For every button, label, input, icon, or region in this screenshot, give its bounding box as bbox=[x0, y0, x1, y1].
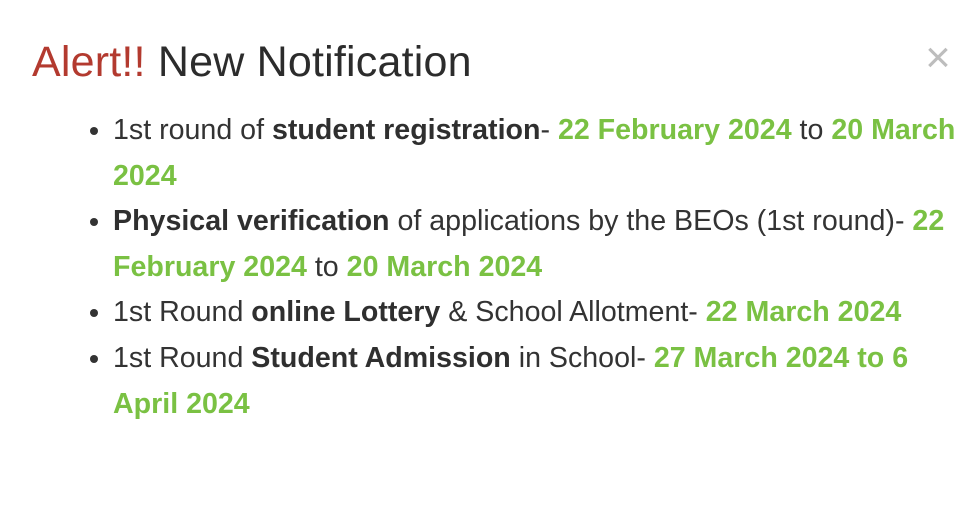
item-bold-text: online Lottery bbox=[251, 296, 441, 329]
close-button[interactable] bbox=[918, 33, 958, 82]
item-text: 1st Round bbox=[113, 296, 252, 329]
close-icon: × bbox=[925, 33, 951, 82]
item-text: & School Allotment- bbox=[440, 296, 706, 329]
item-date: 22 February 2024 bbox=[557, 114, 792, 146]
modal-title bbox=[32, 34, 472, 90]
item-text: in School- bbox=[510, 341, 654, 374]
title-text: New Notification bbox=[145, 38, 472, 86]
item-text: 1st round of bbox=[113, 114, 272, 146]
item-date: 27 March 2024 to 6 April 2024 bbox=[113, 341, 909, 420]
item-date: 20 March 2024 bbox=[346, 250, 543, 283]
item-text: to bbox=[306, 250, 347, 283]
item-text: 1st Round bbox=[113, 341, 252, 374]
list-item bbox=[113, 199, 973, 290]
item-text: - bbox=[540, 114, 558, 146]
list-item bbox=[113, 108, 973, 199]
item-bold-text: Physical verification bbox=[113, 205, 390, 238]
notification-list bbox=[82, 108, 973, 427]
item-date: 22 February 2024 bbox=[113, 205, 945, 283]
item-bold-text: Student Admission bbox=[251, 341, 511, 374]
item-bold-text: student registration bbox=[271, 114, 541, 146]
list-item bbox=[113, 290, 973, 336]
alert-label: Alert!! bbox=[32, 38, 146, 86]
list-item bbox=[113, 336, 973, 427]
item-text: to bbox=[791, 114, 832, 146]
item-text: of applications by the BEOs (1st round)- bbox=[389, 205, 913, 238]
item-date: 20 March 2024 bbox=[113, 114, 956, 192]
item-date: 22 March 2024 bbox=[705, 296, 902, 329]
